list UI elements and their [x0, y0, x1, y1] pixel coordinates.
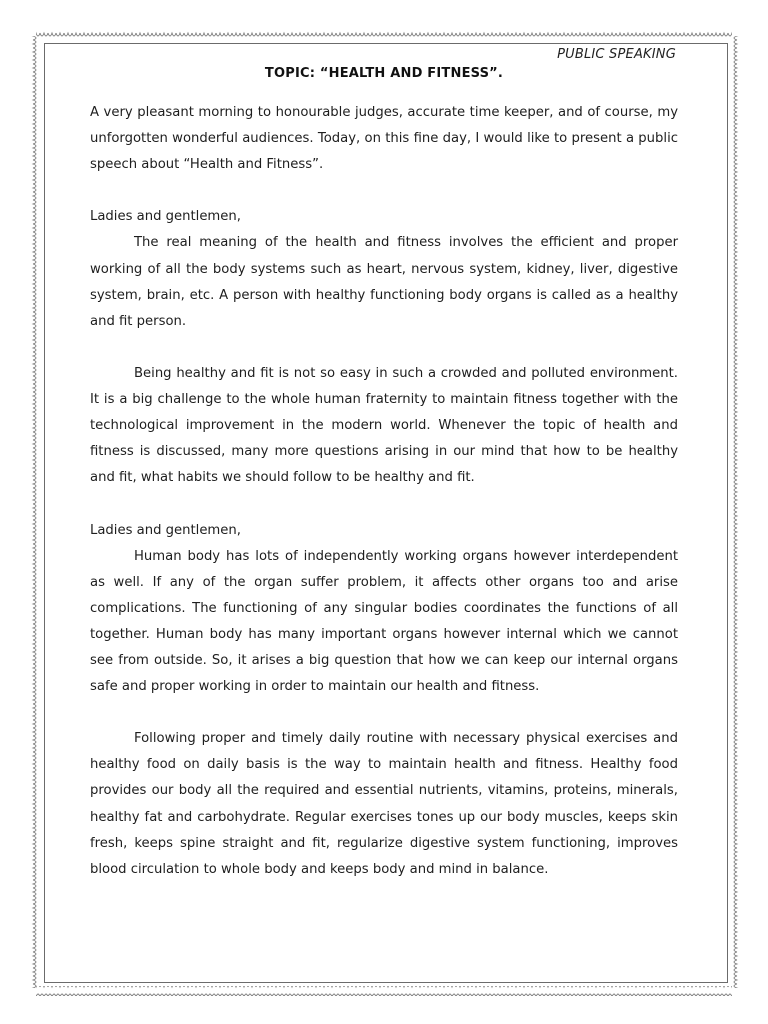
paragraph-spacer: [90, 335, 678, 361]
salutation: Ladies and gentlemen,: [90, 209, 241, 225]
page-title: TOPIC: “HEALTH AND FITNESS”.: [264, 66, 504, 81]
header-label: PUBLIC SPEAKING: [557, 47, 676, 62]
body-paragraph: Being healthy and fit is not so easy in such a crowded and polluted environment. It is a big challenge to the whole human fraternity to maintain fitness together with the technological improvement in the modern world. Whenever the topic of health and fitness is discussed, many more questions arising in our mind that how to be healthy and fit, what habits we should follow to be healthy and fit.: [90, 365, 678, 486]
body-paragraph: Following proper and timely daily routine with necessary physical exercises and healthy food on daily basis is the way to maintain health and fitness. Healthy food provides our body all the required and essential nutrients, vitamins, proteins, minerals, healthy fat and carbohydrate. Regular exercises tones up our body muscles, keeps skin fresh, keeps spine straight and fit, regularize digestive system functioning, improves blood circulation to whole body and keeps body and mind in balance.: [90, 731, 678, 877]
body-paragraph: Human body has lots of independently working organs however interdependent as well. If any of the organ suffer problem, it affects other organs too and arise complications. The functioning of any singular bodies coordinates the functions of all together. Human body has many important organs however internal which we cannot see from outside. So, it arises a big question that how we can keep our internal organs safe and proper working in order to maintain our health and fitness.: [90, 548, 678, 695]
body-paragraph: The real meaning of the health and fitness involves the efficient and proper working of all the body systems such as heart, nervous system, kidney, liver, digestive system, brain, etc. A person with healthy functioning body organs is called as a healthy and fit person.: [90, 235, 678, 329]
paragraph-spacer: [90, 178, 678, 204]
speech-body: [90, 100, 678, 883]
paragraph-spacer: [90, 491, 678, 517]
paragraph-spacer: [90, 700, 678, 726]
salutation: Ladies and gentlemen,: [90, 522, 241, 538]
intro-paragraph: A very pleasant morning to honourable judges, accurate time keeper, and of course, my unforgotten wonderful audiences. Today, on this fine day, I would like to present a public speech about “Health and Fitness”.: [90, 105, 678, 173]
